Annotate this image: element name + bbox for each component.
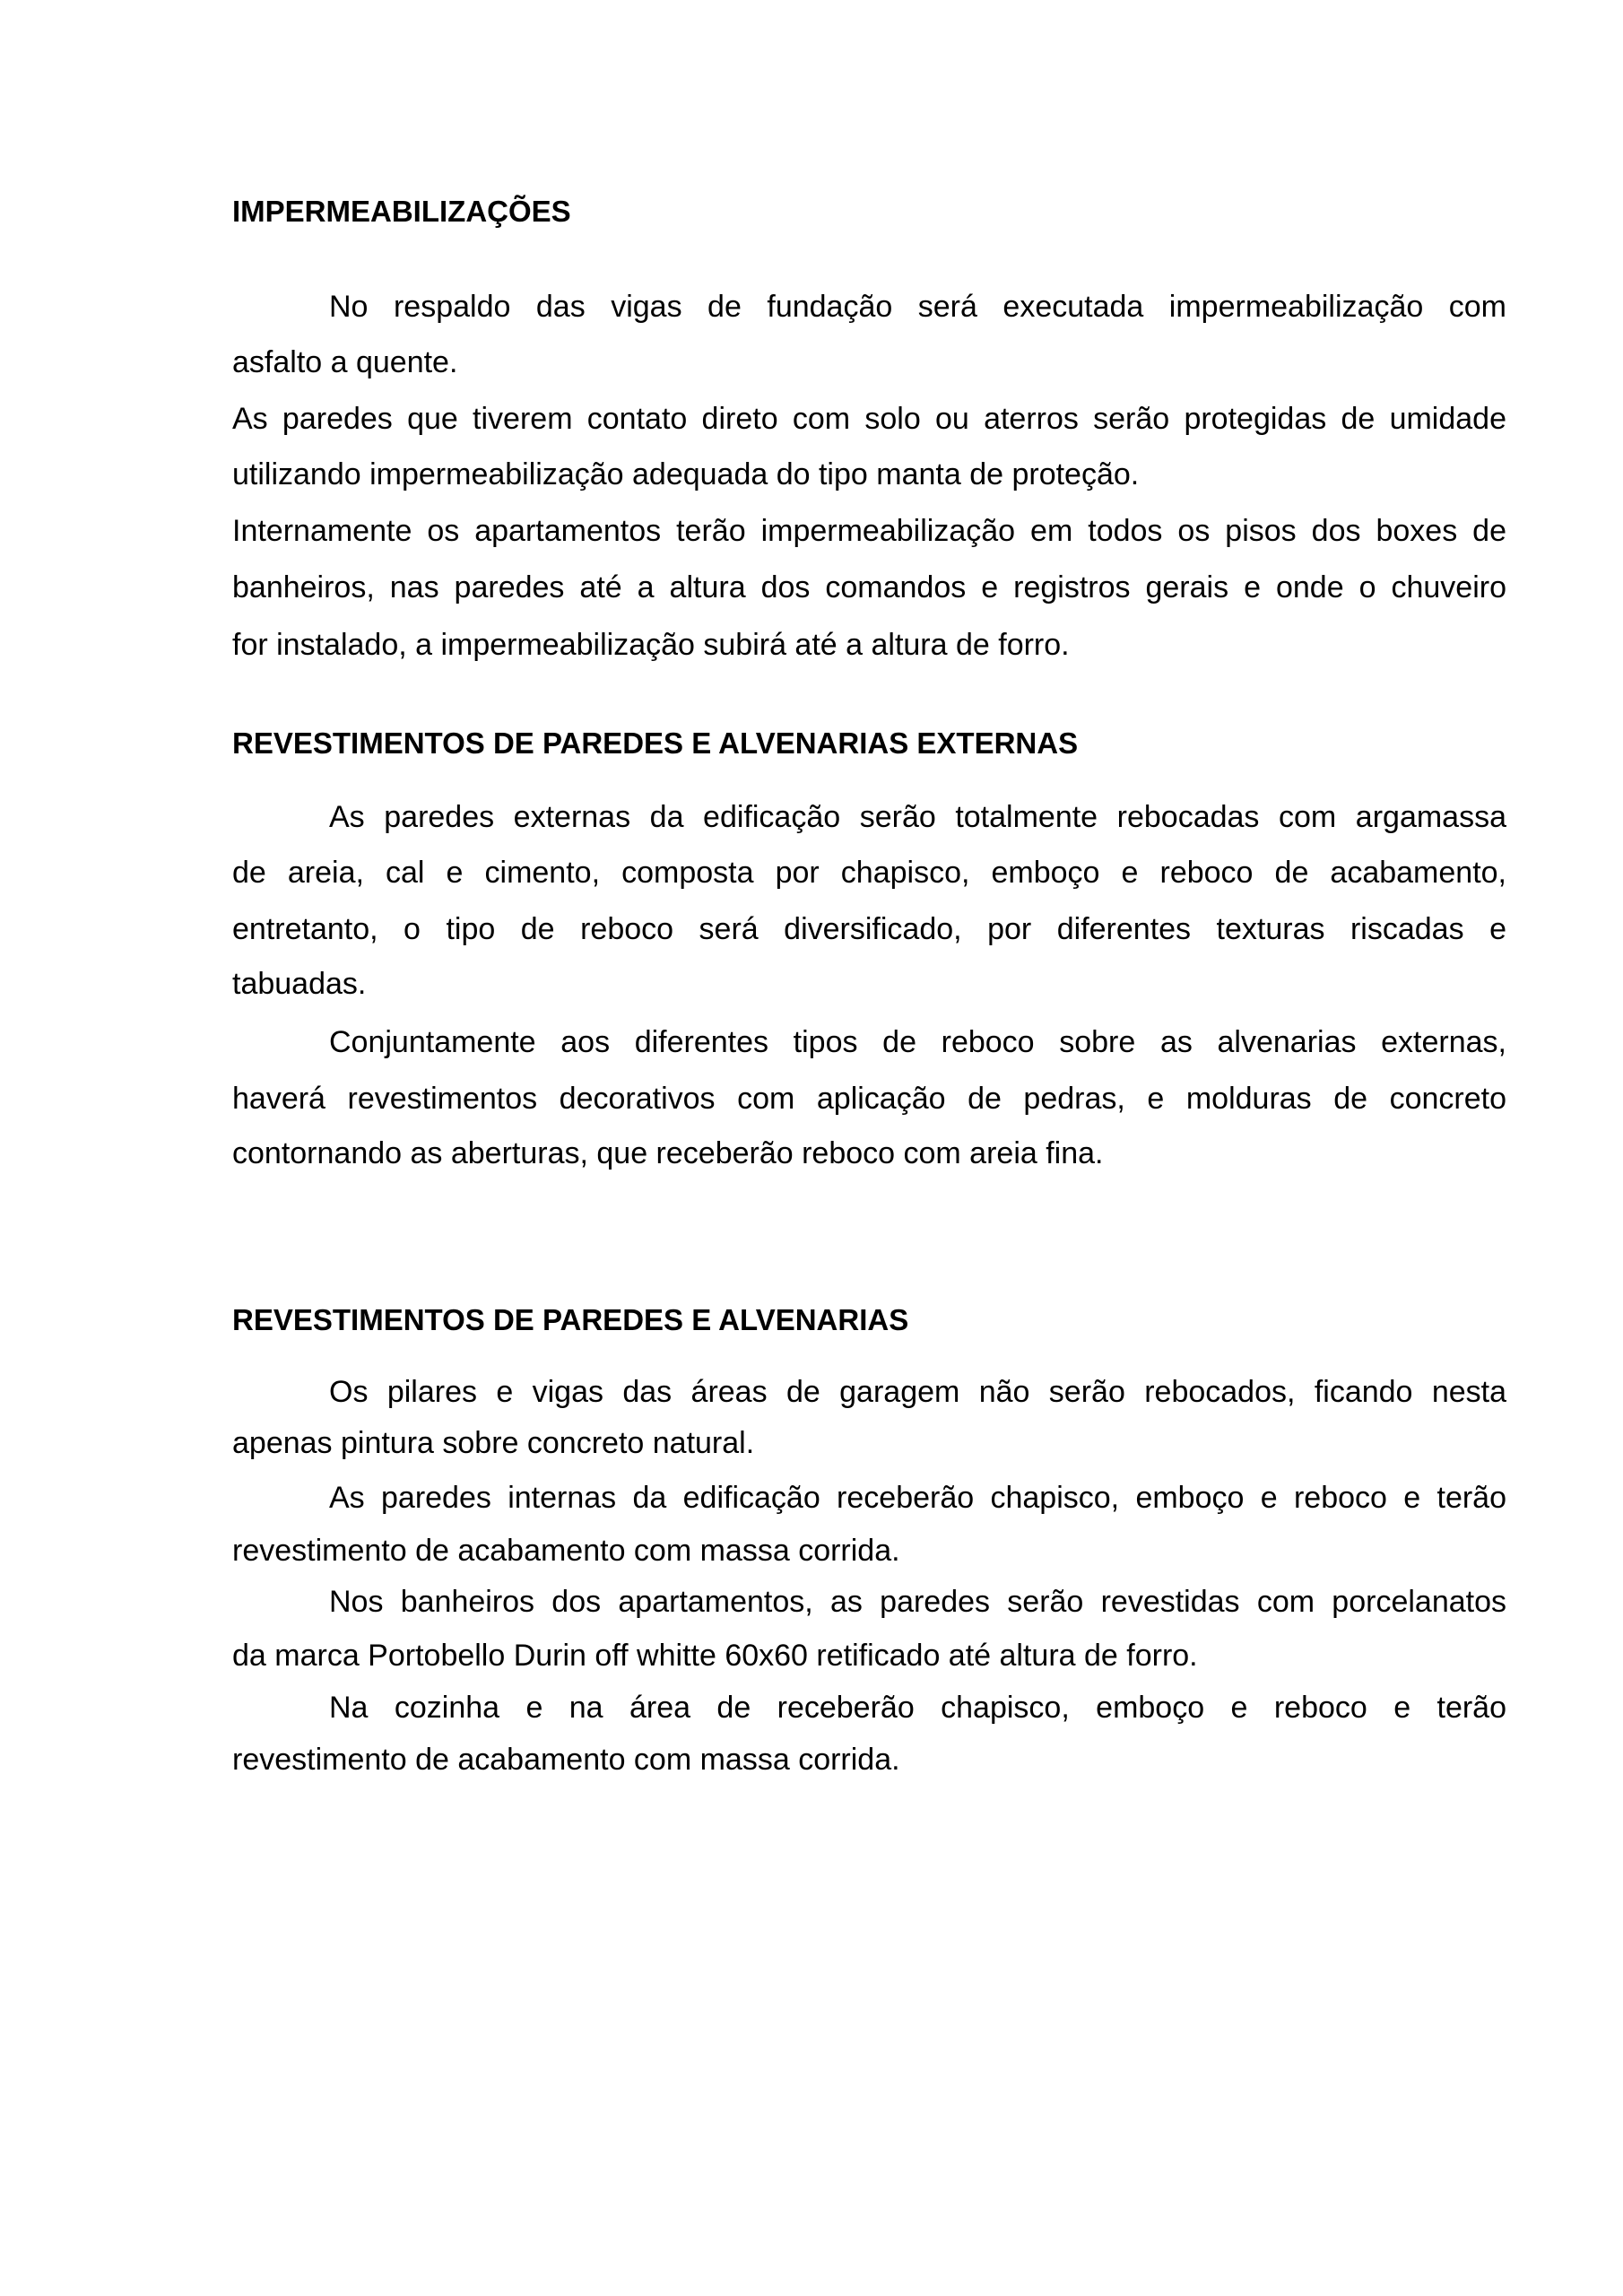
paragraph-line: As paredes externas da edificação serão totalmente rebocadas com argamassa: [329, 800, 1506, 834]
paragraph-line: da marca Portobello Durin off whitte 60x60 retificado até altura de forro.: [232, 1639, 1198, 1673]
paragraph-line: revestimento de acabamento com massa corrida.: [232, 1743, 900, 1777]
paragraph-line: entretanto, o tipo de reboco será diversificado, por diferentes texturas riscadas e: [232, 912, 1506, 946]
paragraph-line: No respaldo das vigas de fundação será executada impermeabilização com: [329, 290, 1506, 324]
paragraph-line: apenas pintura sobre concreto natural.: [232, 1426, 755, 1460]
paragraph-line: banheiros, nas paredes até a altura dos comandos e registros gerais e onde o chuveiro: [232, 570, 1506, 604]
section-heading: IMPERMEABILIZAÇÕES: [232, 195, 571, 228]
paragraph-line: haverá revestimentos decorativos com aplicação de pedras, e molduras de concreto: [232, 1082, 1506, 1116]
section-heading: REVESTIMENTOS DE PAREDES E ALVENARIAS: [232, 1303, 909, 1336]
paragraph-line: Conjuntamente aos diferentes tipos de reboco sobre as alvenarias externas,: [329, 1025, 1506, 1059]
paragraph-line: Os pilares e vigas das áreas de garagem não serão rebocados, ficando nesta: [329, 1375, 1506, 1409]
paragraph-line: asfalto a quente.: [232, 345, 458, 379]
paragraph-line: Na cozinha e na área de receberão chapisco, emboço e reboco e terão: [329, 1691, 1506, 1725]
paragraph-line: As paredes internas da edificação receberão chapisco, emboço e reboco e terão: [329, 1481, 1506, 1515]
paragraph-line: de areia, cal e cimento, composta por chapisco, emboço e reboco de acabamento,: [232, 856, 1506, 890]
paragraph-line: contornando as aberturas, que receberão reboco com areia fina.: [232, 1136, 1104, 1170]
paragraph-line: for instalado, a impermeabilização subirá até a altura de forro.: [232, 628, 1070, 662]
paragraph-line: Internamente os apartamentos terão impermeabilização em todos os pisos dos boxes de: [232, 514, 1506, 548]
paragraph-line: utilizando impermeabilização adequada do tipo manta de proteção.: [232, 457, 1140, 491]
section-heading: REVESTIMENTOS DE PAREDES E ALVENARIAS EXTERNAS: [232, 726, 1079, 760]
paragraph-line: tabuadas.: [232, 967, 367, 1001]
paragraph-line: As paredes que tiverem contato direto com solo ou aterros serão protegidas de umidade: [232, 402, 1506, 436]
paragraph-line: revestimento de acabamento com massa corrida.: [232, 1534, 900, 1568]
paragraph-line: Nos banheiros dos apartamentos, as paredes serão revestidas com porcelanatos: [329, 1585, 1506, 1619]
